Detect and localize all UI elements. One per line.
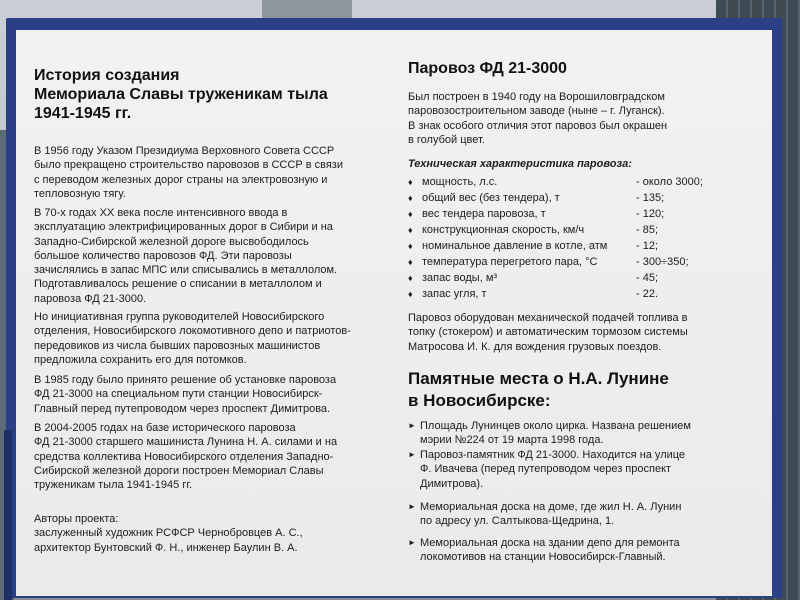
spec-label: конструкционная скорость, км/ч [422, 224, 585, 236]
spec-label: общий вес (без тендера), т [422, 192, 560, 204]
arrow-bullet-icon: ► [408, 538, 416, 547]
diamond-bullet-icon: ♦ [408, 193, 413, 203]
history-paragraph [34, 421, 337, 492]
text-line: Матросова И. К. для вождения грузовых поездов. [408, 340, 662, 353]
spec-value: - 22. [636, 288, 659, 300]
text-line: В 70-х годах XX века после интенсивного ввода в [34, 207, 288, 219]
text-line: ФД 21-3000 старшего машиниста Лунина Н. А. силами и на [34, 436, 338, 449]
spec-row [408, 287, 738, 302]
spec-value: - 45; [636, 272, 659, 284]
history-paragraph [34, 373, 336, 416]
memorial-places-title [408, 368, 669, 412]
text-line: Был построен в 1940 году на Ворошиловградском [408, 91, 665, 103]
diamond-bullet-icon: ♦ [408, 257, 413, 267]
text-line: Главный перед путепроводом через проспект Димитрова. [34, 402, 331, 415]
text-line: топку (стокером) и автоматическим тормозом системы [408, 326, 688, 339]
text-line: было прекращено строительство паровозов в СССР в связи [34, 159, 343, 172]
text-line: предложила сохранить его для потомков. [34, 353, 247, 366]
memorial-place-item [408, 448, 738, 491]
spec-row [408, 223, 738, 238]
text-line: паровоза ФД 21-3000. [34, 292, 147, 305]
history-title-line: История создания [34, 67, 180, 84]
memorial-place-item [408, 536, 738, 565]
text-line: Мемориальная доска на доме, где жил Н. А. Лунин [420, 501, 682, 513]
text-line: с переводом железных дорог страны на электровозную и [34, 173, 328, 186]
text-line: В 2004-2005 годах на базе исторического паровоза [34, 422, 296, 434]
spec-value: - около 3000; [636, 176, 703, 188]
text-line: Авторы проекта: [34, 513, 119, 525]
text-line: Но инициативная группа руководителей Новосибирского [34, 311, 325, 323]
arrow-bullet-icon: ► [408, 421, 416, 430]
project-authors [34, 512, 303, 555]
history-title [34, 66, 328, 123]
diamond-bullet-icon: ♦ [408, 177, 413, 187]
locomotive-title: Паровоз ФД 21-3000 [408, 60, 567, 77]
diamond-bullet-icon: ♦ [408, 273, 413, 283]
text-line: заслуженный художник РСФСР Чернобровцев А. С., [34, 527, 303, 540]
locomotive-intro [408, 90, 667, 147]
history-title-line: Мемориала Славы труженикам тыла [34, 86, 328, 103]
text-line: Паровоз-памятник ФД 21-3000. Находится на улице [420, 449, 686, 461]
history-paragraph [34, 144, 343, 201]
text-line: передовиков из числа бывших паровозных машинистов [34, 339, 321, 352]
text-line: архитектор Бунтовский Ф. Н., инженер Баулин В. А. [34, 541, 298, 554]
equipment-paragraph [408, 311, 688, 354]
memorial-place-item [408, 500, 738, 529]
spec-row [408, 207, 738, 222]
text-line: большое количество паровозов ФД. Эти паровозы [34, 249, 292, 262]
spec-value: - 300÷350; [636, 256, 689, 268]
text-line: средства коллектива Новосибирского отделения Западно- [34, 450, 334, 463]
text-line: Ф. Ивачева (перед путепроводом через проспект [420, 463, 672, 476]
text-line: Западно-Сибирской железной дороге высвободилось [34, 235, 309, 248]
sign-post [4, 430, 12, 600]
text-line: по адресу ул. Салтыкова-Щедрина, 1. [420, 515, 615, 528]
spec-label: мощность, л.с. [422, 176, 498, 188]
text-line: Подготавливалось решение о списании в металлолом и [34, 278, 322, 291]
information-board [16, 30, 772, 596]
spec-row [408, 175, 738, 190]
spec-row [408, 239, 738, 254]
spec-value: - 120; [636, 208, 665, 220]
text-line: Димитрова). [420, 477, 484, 490]
text-line: В 1985 году было принято решение об установке паровоза [34, 374, 337, 386]
spec-label: запас воды, м³ [422, 272, 498, 284]
history-paragraph [34, 206, 337, 306]
spec-value: - 135; [636, 192, 665, 204]
arrow-bullet-icon: ► [408, 450, 416, 459]
spec-label: номинальное давление в котле, атм [422, 240, 608, 252]
memorial-places-title-line: в Новосибирске: [408, 391, 551, 410]
text-line: в голубой цвет. [408, 133, 485, 146]
text-line: зачислялись в запас МПС или списывались в металлолом. [34, 264, 338, 277]
history-paragraph [34, 310, 351, 367]
text-line: тепловозную тягу. [34, 187, 126, 200]
text-line: Площадь Лунинцев около цирка. Названа решением [420, 420, 691, 432]
spec-label: вес тендера паровоза, т [422, 208, 546, 220]
spec-row [408, 255, 738, 270]
diamond-bullet-icon: ♦ [408, 289, 413, 299]
arrow-bullet-icon: ► [408, 502, 416, 511]
spec-row [408, 191, 738, 206]
spec-label: запас угля, т [422, 288, 487, 300]
memorial-places-title-line: Памятные места о Н.А. Лунине [408, 369, 669, 388]
memorial-place-item [408, 419, 738, 448]
text-line: Сибирской железной дороги построен Мемориал Славы [34, 464, 324, 477]
text-line: труженикам тыла 1941-1945 гг. [34, 479, 193, 492]
text-line: Паровоз оборудован механической подачей топлива в [408, 312, 688, 324]
text-line: мэрии №224 от 19 марта 1998 года. [420, 434, 604, 447]
text-line: В знак особого отличия этот паровоз был окрашен [408, 119, 668, 132]
text-line: отделения, Новосибирского локомотивного депо и патриотов- [34, 325, 351, 338]
spec-heading: Техническая характеристика паровоза: [408, 158, 632, 170]
text-line: эксплуатацию электрифицированных дорог в Сибири и на [34, 221, 333, 234]
text-line: ФД 21-3000 на специальном пути станции Новосибирск- [34, 388, 323, 401]
spec-value: - 85; [636, 224, 659, 236]
spec-value: - 12; [636, 240, 659, 252]
diamond-bullet-icon: ♦ [408, 241, 413, 251]
spec-label: температура перегретого пара, °С [422, 256, 598, 268]
diamond-bullet-icon: ♦ [408, 225, 413, 235]
text-line: локомотивов на станции Новосибирск-Главный. [420, 551, 666, 564]
text-line: В 1956 году Указом Президиума Верховного Совета СССР [34, 145, 335, 157]
text-line: паровозостроительном заводе (ныне – г. Луганск). [408, 105, 665, 118]
spec-row [408, 271, 738, 286]
text-line: Мемориальная доска на здании депо для ремонта [420, 537, 680, 549]
diamond-bullet-icon: ♦ [408, 209, 413, 219]
history-title-line: 1941-1945 гг. [34, 105, 132, 122]
